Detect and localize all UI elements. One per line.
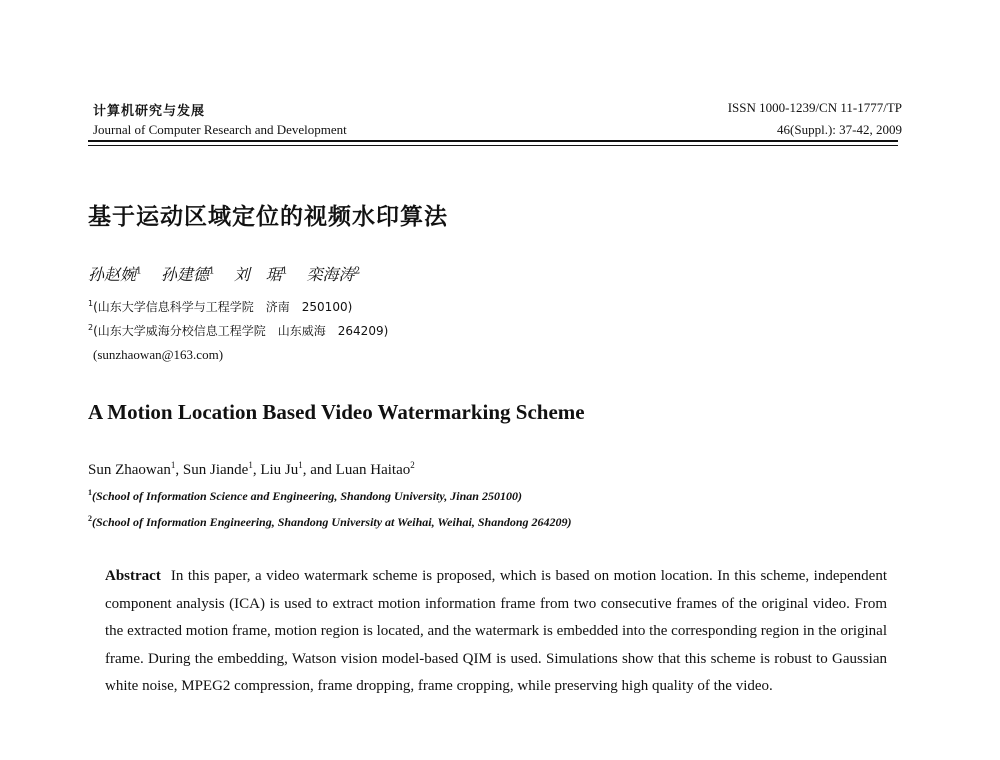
author-cn: 孙赵婉$^1$ <box>88 265 142 284</box>
author-cn: 孙建德$^1$ <box>160 265 215 284</box>
abstract-label: Abstract <box>105 568 161 584</box>
abstract <box>105 563 887 701</box>
author-en: Liu Ju$^1$ <box>260 460 303 478</box>
affiliation-cn-1: $^1$(山东大学信息科学与工程学院 济南 250100) <box>88 299 353 314</box>
author-en: Luan Haitao$^2$ <box>335 460 415 478</box>
journal-name-en: Journal of Computer Research and Development <box>93 122 347 137</box>
journal-name-cn: 计算机研究与发展 <box>93 104 206 119</box>
header-rule-thin <box>88 145 898 146</box>
header-rule-thick <box>88 140 898 142</box>
paper-title-en: A Motion Location Based Video Watermarking Scheme <box>88 400 585 424</box>
authors-en: Sun Zhaowan$^1$, Sun Jiande$^1$, Liu Ju$^1$, and Luan Haitao$^2$ <box>88 460 415 478</box>
authors-cn <box>88 262 374 285</box>
affiliation-en-1: $^1$(School of Information Science and Engineering, Shandong University, Jinan 250100) <box>88 488 522 503</box>
volume-line: 46(Suppl.): 37-42, 2009 <box>777 122 902 137</box>
affiliation-cn-2: $^2$(山东大学威海分校信息工程学院 山东威海 264209) <box>88 323 389 338</box>
author-cn: 刘 琚$^1$ <box>233 265 288 284</box>
author-en: Sun Jiande$^1$ <box>182 460 253 478</box>
issn-line: ISSN 1000-1239/CN 11-1777/TP <box>727 100 902 115</box>
author-email: (sunzhaowan@163.com) <box>93 347 224 362</box>
author-cn: 栾海涛$^2$ <box>306 265 361 284</box>
paper-title-cn: 基于运动区域定位的视频水印算法 <box>88 204 448 230</box>
abstract-text: In this paper, a video watermark scheme is proposed, which is based on motion location. In this scheme, independent component analysis (ICA) is used to extract motion information frame from two consecutive frames of the original video. From the extracted motion frame, motion region is located, and the watermark is embedded into the corresponding region in the original frame. During the embedding, Watson vision model-based QIM is used. Simulations show that this scheme is robust to Gaussian white noise, MPEG2 compression, frame dropping, frame cropping, while preserving high quality of the video. <box>105 568 887 694</box>
affiliation-en-2: $^2$(School of Information Engineering, Shandong University at Weihai, Weihai, Shandong 264209) <box>88 514 572 529</box>
author-en: Sun Zhaowan$^1$ <box>88 460 176 478</box>
